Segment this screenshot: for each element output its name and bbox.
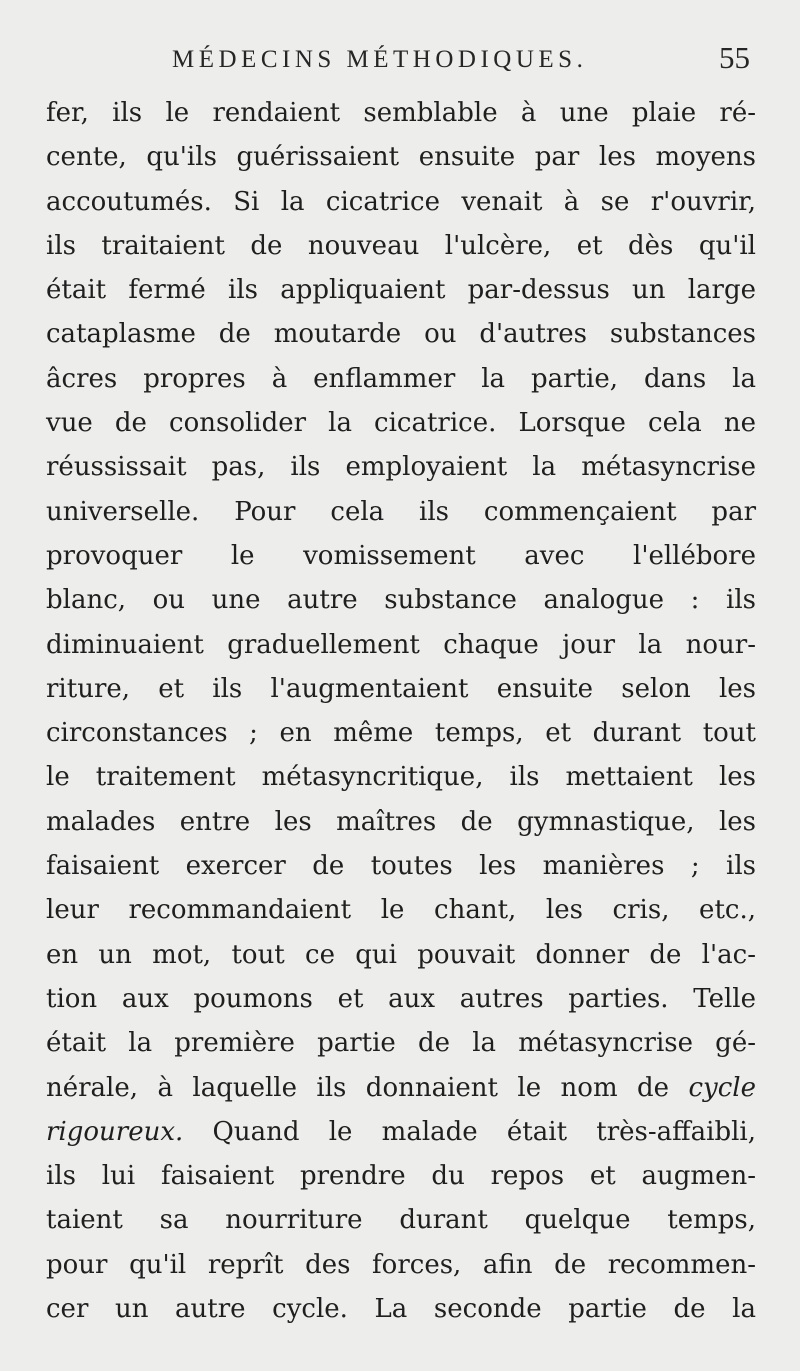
- text-line: universelle. Pour cela ils commençaient par: [46, 496, 756, 527]
- page-number: 55: [719, 40, 750, 75]
- text-line: était fermé ils appliquaient par-dessus un large: [46, 275, 756, 306]
- text-line: blanc, ou une autre substance analogue : ils: [46, 585, 756, 616]
- text-line: fer, ils le rendaient semblable à une plaie ré-: [46, 98, 756, 128]
- text-line: [46, 1110, 756, 1154]
- text-line: vue de consolider la cicatrice. Lorsque cela ne: [46, 408, 756, 439]
- text-line: tion aux poumons et aux autres parties. Telle: [46, 983, 756, 1014]
- text-line: ils lui faisaient prendre du repos et augmen-: [46, 1161, 756, 1192]
- text-line: [46, 1066, 756, 1110]
- text-line: riture, et ils l'augmentaient ensuite selon les: [46, 673, 756, 704]
- text-line: taient sa nourriture durant quelque temps,: [46, 1205, 756, 1236]
- text-line: circonstances ; en même temps, et durant tout: [46, 718, 756, 749]
- text-line: réussissait pas, ils employaient la métasyncrise: [46, 452, 756, 483]
- text-line: cataplasme de moutarde ou d'autres substances: [46, 319, 756, 350]
- text-line-end: Quand le malade était très-affaibli,: [212, 1116, 756, 1147]
- running-head: [0, 40, 800, 84]
- text-line: accoutumés. Si la cicatrice venait à se r'ouvrir,: [46, 186, 756, 217]
- text-line-start: nérale, à laquelle ils donnaient le nom de: [46, 1072, 670, 1103]
- text-line: provoquer le vomissement avec l'ellébore: [46, 540, 756, 571]
- text-line: en un mot, tout ce qui pouvait donner de l'ac-: [46, 939, 756, 970]
- text-line: ils traitaient de nouveau l'ulcère, et dès qu'il: [46, 230, 756, 261]
- text-line: malades entre les maîtres de gymnastique, les: [46, 806, 756, 837]
- text-line: leur recommandaient le chant, les cris, etc.,: [46, 895, 756, 926]
- text-line: pour qu'il reprît des forces, afin de recommen-: [46, 1249, 756, 1280]
- text-line: était la première partie de la métasyncrise gé-: [46, 1028, 756, 1059]
- text-line: le traitement métasyncritique, ils mettaient les: [46, 762, 756, 793]
- running-title: MÉDECINS MÉTHODIQUES.: [172, 46, 588, 73]
- italic-term: rigoureux.: [46, 1116, 184, 1147]
- italic-term: cycle: [688, 1072, 757, 1103]
- body-text: [46, 91, 756, 1331]
- text-line: diminuaient graduellement chaque jour la nour-: [46, 629, 756, 660]
- text-line: cente, qu'ils guérissaient ensuite par les moyens: [46, 142, 756, 173]
- text-line: âcres propres à enflammer la partie, dans la: [46, 363, 756, 394]
- text-line: cer un autre cycle. La seconde partie de la: [46, 1294, 756, 1325]
- text-line: faisaient exercer de toutes les manières ; ils: [46, 851, 756, 882]
